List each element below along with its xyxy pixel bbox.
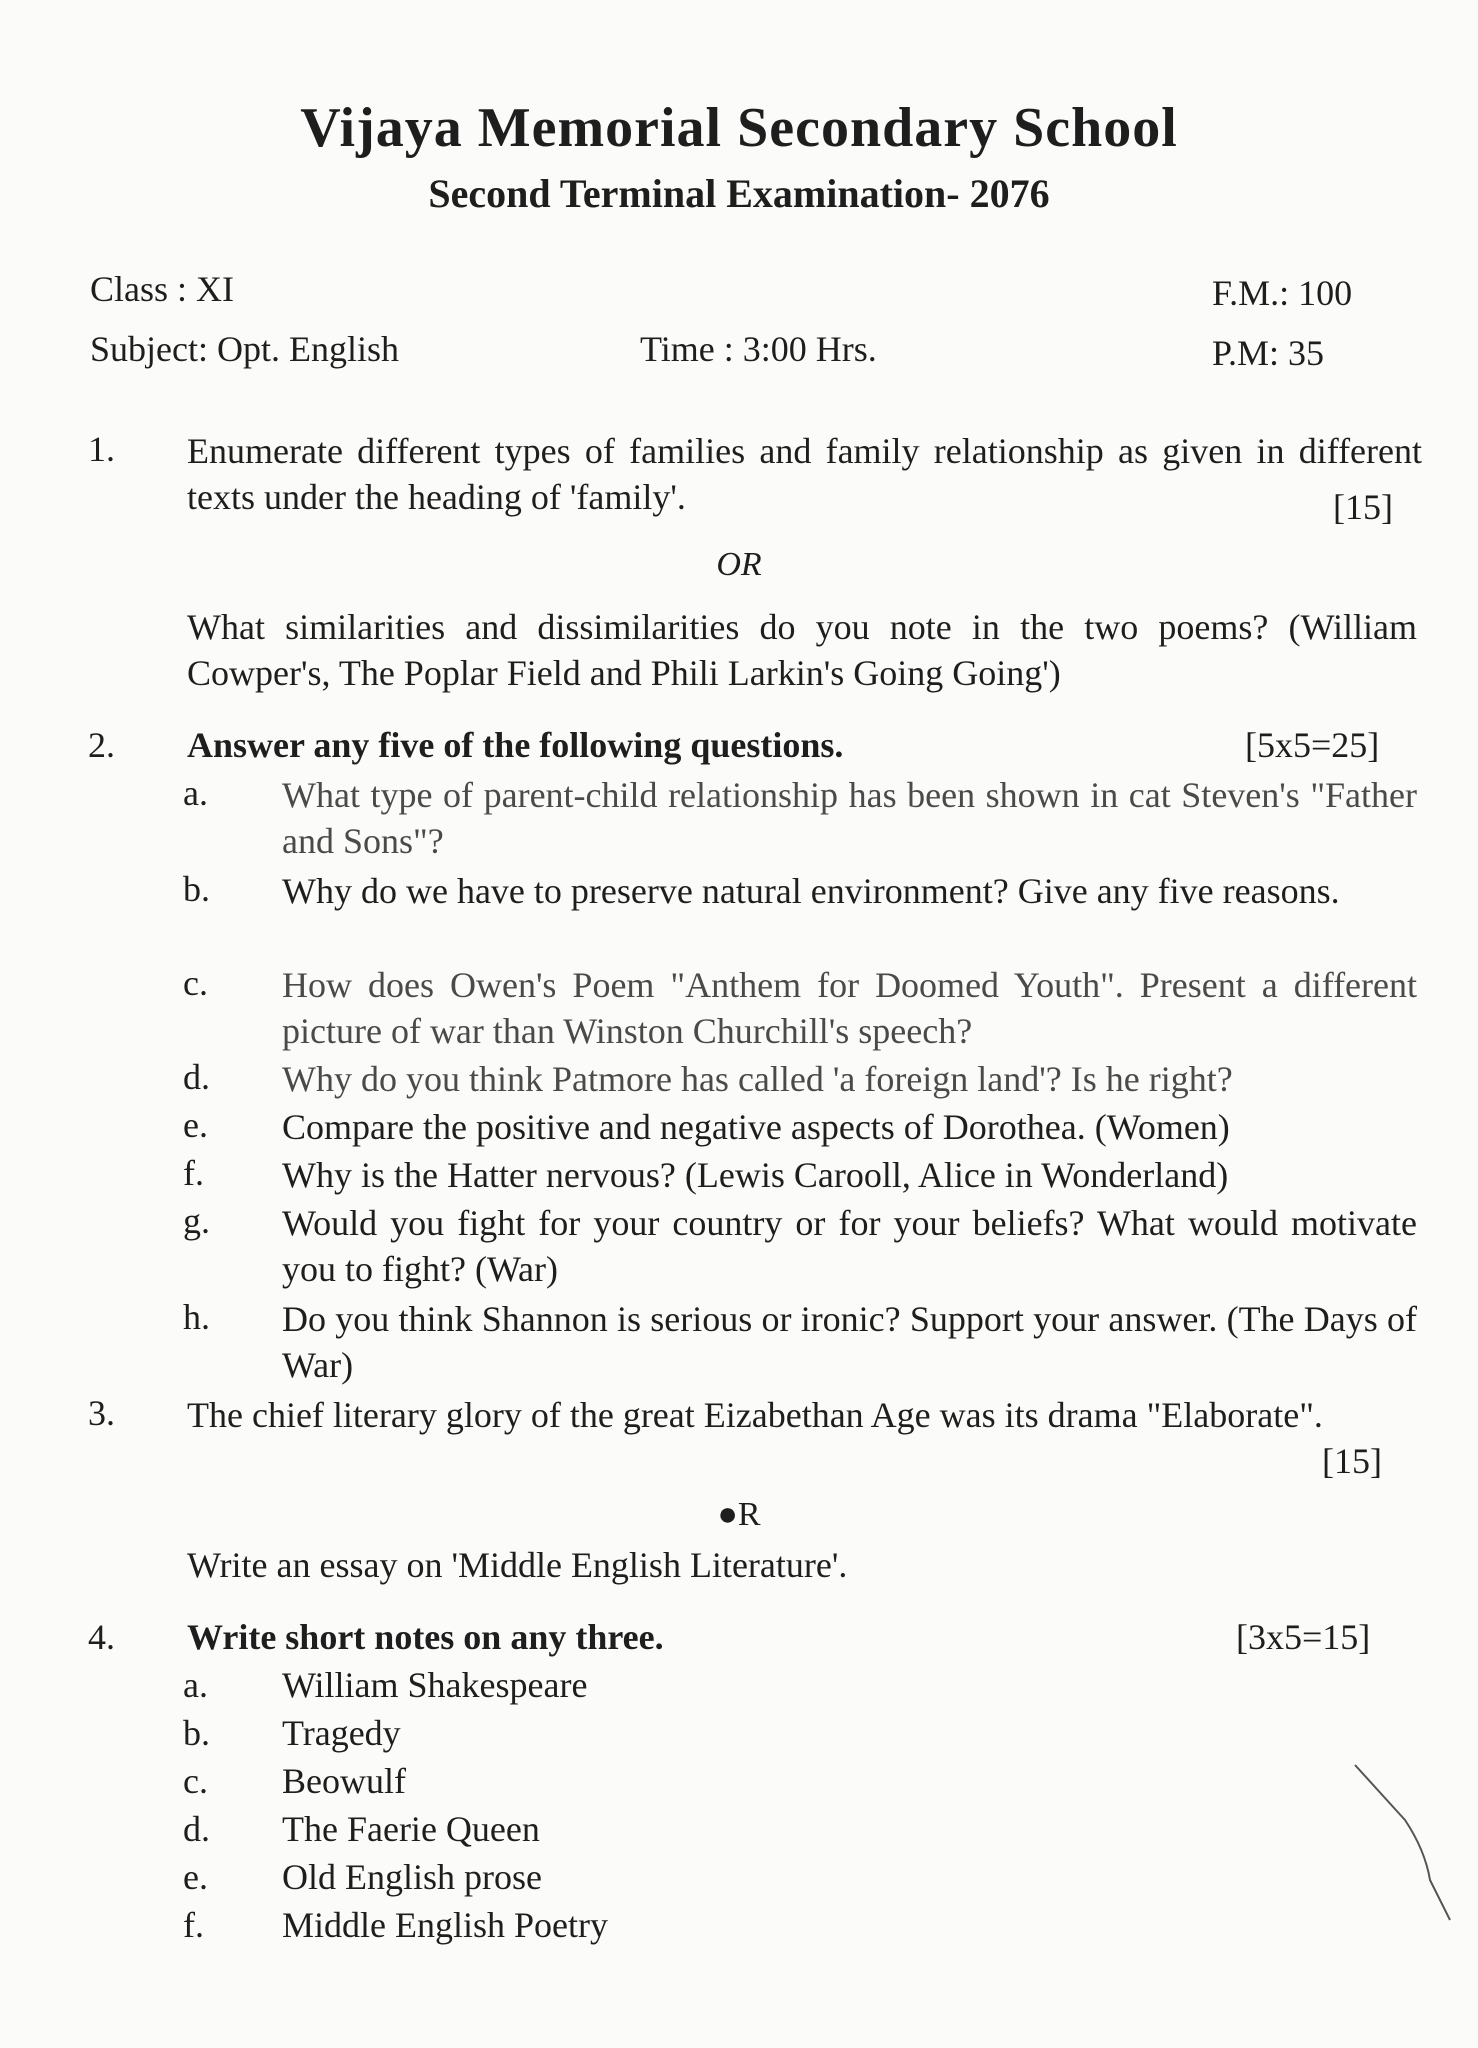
item-label: c. [183, 1761, 208, 1801]
item-text: Old English prose [282, 1857, 542, 1897]
subject-label: Subject: Opt. English [90, 329, 399, 369]
item-text: Beowulf [282, 1761, 406, 1801]
full-marks: F.M.: 100 [1212, 273, 1353, 313]
item-text: Why do we have to preserve natural environment? Give any five reasons. [282, 871, 1340, 911]
item-text: Compare the positive and negative aspects of Dorothea. (Women) [282, 1107, 1230, 1147]
item-text: Why do you think Patmore has called 'a foreign land'? Is he right? [282, 1059, 1233, 1099]
item-label: b. [183, 869, 210, 909]
item-label: b. [183, 1713, 210, 1753]
question-4-marks: [3x5=15] [1236, 1617, 1371, 1657]
exam-title: Second Terminal Examination- 2076 [428, 171, 1050, 216]
item-label: d. [183, 1809, 210, 1849]
item-label: h. [183, 1297, 210, 1337]
item-label: d. [183, 1057, 210, 1097]
item-label: g. [183, 1201, 210, 1241]
question-3-marks: [15] [1322, 1441, 1382, 1481]
school-name: Vijaya Memorial Secondary School [300, 97, 1178, 159]
item-text: Middle English Poetry [282, 1905, 608, 1945]
item-label: a. [183, 773, 208, 813]
item-text: What type of parent-child relationship has been shown in cat Steven's "Father and Sons"? [282, 775, 1417, 861]
question-3-alternative: Write an essay on 'Middle English Literature'. [187, 1545, 848, 1585]
pass-marks: P.M: 35 [1212, 333, 1325, 373]
question-1-marks: [15] [1333, 487, 1393, 527]
item-label: e. [183, 1857, 208, 1897]
item-label: c. [183, 963, 208, 1003]
class-label: Class : XI [90, 269, 234, 309]
or-separator: ●R [717, 1496, 761, 1533]
question-4-heading: Write short notes on any three. [187, 1617, 664, 1657]
item-text: William Shakespeare [282, 1665, 588, 1705]
question-number: 1. [88, 429, 115, 469]
item-text: How does Owen's Poem "Anthem for Doomed Youth". Present a different picture of war than Winston Churchill's speech? [282, 965, 1417, 1051]
item-text: The Faerie Queen [282, 1809, 540, 1849]
item-label: f. [183, 1905, 204, 1945]
question-2-marks: [5x5=25] [1245, 725, 1380, 765]
question-number: 4. [88, 1617, 115, 1657]
pen-mark [1350, 1760, 1460, 1930]
item-label: e. [183, 1105, 208, 1145]
item-text: Why is the Hatter nervous? (Lewis Carooll, Alice in Wonderland) [282, 1155, 1229, 1195]
question-2-heading: Answer any five of the following questions. [187, 725, 844, 765]
item-text: Tragedy [282, 1713, 401, 1753]
item-text: Do you think Shannon is serious or ironic? Support your answer. (The Days of War) [282, 1299, 1417, 1385]
time-label: Time : 3:00 Hrs. [640, 329, 877, 369]
question-3-text: The chief literary glory of the great Eizabethan Age was its drama "Elaborate". [187, 1395, 1323, 1435]
question-number: 3. [88, 1393, 115, 1433]
item-label: a. [183, 1665, 208, 1705]
question-1-body: Enumerate different types of families and family relationship as given in different texts under the heading of 'family'. [187, 431, 1422, 517]
item-label: f. [183, 1153, 204, 1193]
question-1-alternative: What similarities and dissimilarities do you note in the two poems? (William Cowper's, The Poplar Field and Phili Larkin's Going Going') [187, 607, 1417, 693]
question-number: 2. [88, 725, 115, 765]
or-separator: OR [716, 546, 762, 583]
question-1-text [187, 428, 1422, 520]
item-text: Would you fight for your country or for your beliefs? What would motivate you to fight? (War) [282, 1203, 1417, 1289]
